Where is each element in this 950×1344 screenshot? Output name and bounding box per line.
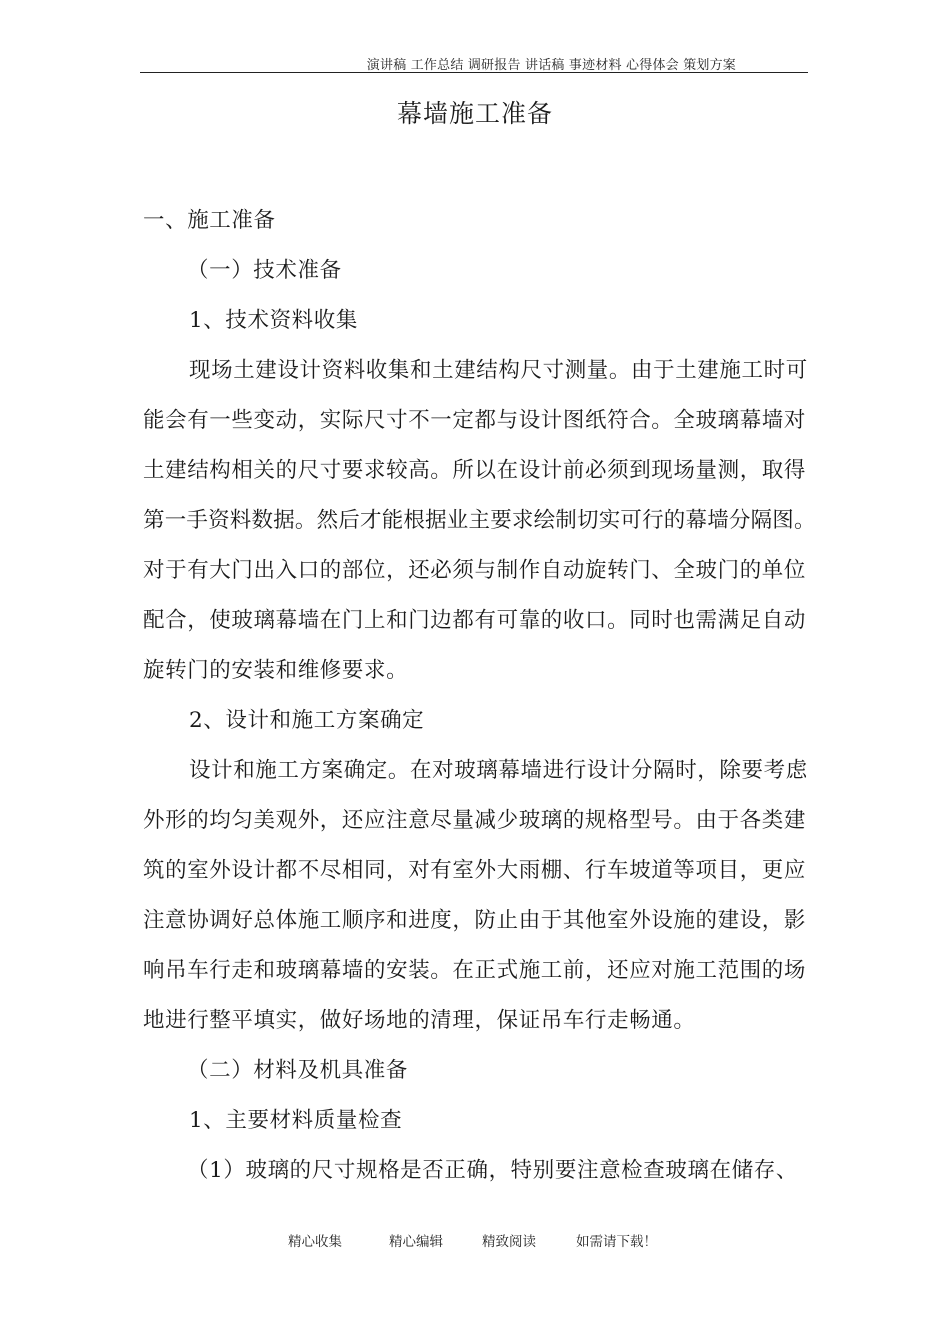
section-heading: 一、施工准备 xyxy=(143,208,276,233)
paragraph-line: 筑的室外设计都不尽相同，对有室外大雨棚、行车坡道等项目，更应 xyxy=(143,858,807,883)
item-heading: 2、设计和施工方案确定 xyxy=(189,708,425,733)
paragraph-line: 设计和施工方案确定。在对玻璃幕墙进行设计分隔时，除要考虑 xyxy=(189,758,808,783)
paragraph-line: 注意协调好总体施工顺序和进度，防止由于其他室外设施的建设，影 xyxy=(143,908,807,933)
paragraph-line: （1）玻璃的尺寸规格是否正确，特别要注意检查玻璃在储存、 xyxy=(187,1158,798,1183)
footer-item: 精致阅读 xyxy=(482,1234,536,1250)
paragraph-line: 配合，使玻璃幕墙在门上和门边都有可靠的收口。同时也需满足自动 xyxy=(143,608,807,633)
footer-item: 如需请下载！ xyxy=(576,1234,657,1250)
paragraph-line: 响吊车行走和玻璃幕墙的安装。在正式施工前，还应对施工范围的场 xyxy=(143,958,807,983)
page-header xyxy=(140,54,808,73)
paragraph-line: 对于有大门出入口的部位，还必须与制作自动旋转门、全玻门的单位 xyxy=(143,558,807,583)
subsection-heading: （一）技术准备 xyxy=(187,258,342,283)
paragraph-line: 地进行整平填实，做好场地的清理，保证吊车行走畅通。 xyxy=(143,1008,696,1033)
header-text: 演讲稿 工作总结 调研报告 讲话稿 事迹材料 心得体会 策划方案 xyxy=(366,58,736,73)
paragraph-line: 土建结构相关的尺寸要求较高。所以在设计前必须到现场量测，取得 xyxy=(143,458,807,483)
paragraph-line: 能会有一些变动，实际尺寸不一定都与设计图纸符合。全玻璃幕墙对 xyxy=(143,408,807,433)
paragraph-line: 第一手资料数据。然后才能根据业主要求绘制切实可行的幕墙分隔图。 xyxy=(143,508,816,533)
document-title: 幕墙施工准备 xyxy=(396,99,553,128)
subsection-heading: （二）材料及机具准备 xyxy=(187,1058,409,1083)
paragraph-line: 外形的均匀美观外，还应注意尽量减少玻璃的规格型号。由于各类建 xyxy=(143,808,807,833)
footer-item: 精心收集 xyxy=(288,1234,342,1250)
paragraph-line: 旋转门的安装和维修要求。 xyxy=(143,658,409,683)
item-heading: 1、技术资料收集 xyxy=(189,308,358,333)
footer-item: 精心编辑 xyxy=(389,1234,443,1250)
item-heading: 1、主要材料质量检查 xyxy=(189,1108,403,1133)
page-footer xyxy=(0,1232,950,1256)
paragraph-line: 现场土建设计资料收集和土建结构尺寸测量。由于土建施工时可 xyxy=(189,358,808,383)
